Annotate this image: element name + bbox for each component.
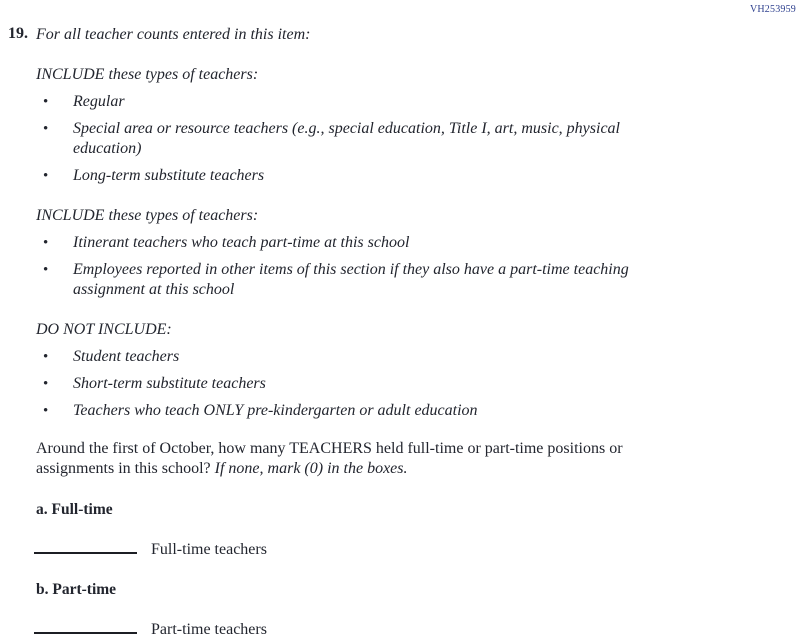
list-item <box>36 401 776 421</box>
question-text <box>36 439 648 479</box>
item-intro: For all teacher counts entered in this item: <box>36 26 311 43</box>
bullet-text: Teachers who teach ONLY pre-kindergarten or adult education <box>73 402 478 419</box>
bullet-icon: • <box>43 168 49 184</box>
include-list-1 <box>36 92 776 186</box>
include-heading-2: INCLUDE these types of teachers: <box>36 207 259 224</box>
answer-a-row <box>36 539 776 559</box>
do-not-include-list <box>36 347 776 421</box>
list-item <box>36 166 776 186</box>
bullet-icon: • <box>43 94 49 110</box>
bullet-text: Itinerant teachers who teach part-time at this school <box>73 234 410 251</box>
list-item <box>36 347 776 367</box>
bullet-text: Short-term substitute teachers <box>73 375 266 392</box>
part-time-teachers-input[interactable] <box>34 619 137 634</box>
item-number: 19. <box>8 25 28 42</box>
bullet-icon: • <box>43 262 49 278</box>
full-time-teachers-label: Full-time teachers <box>151 541 267 558</box>
part-time-teachers-label: Part-time teachers <box>151 621 267 638</box>
form-code: VH253959 <box>749 4 796 15</box>
list-item <box>36 260 776 300</box>
bullet-icon: • <box>43 403 49 419</box>
bullet-text: Regular <box>73 93 125 110</box>
answer-b-label: b. Part-time <box>36 581 117 598</box>
list-item <box>36 233 776 253</box>
do-not-include-heading: DO NOT INCLUDE: <box>36 321 172 338</box>
list-item <box>36 92 776 112</box>
list-item <box>36 119 776 159</box>
include-list-2 <box>36 233 776 300</box>
bullet-icon: • <box>43 349 49 365</box>
bullet-icon: • <box>43 235 49 251</box>
question-instruction: If none, mark (0) in the boxes. <box>214 460 408 477</box>
bullet-text: Long-term substitute teachers <box>73 167 265 184</box>
include-heading-1: INCLUDE these types of teachers: <box>36 66 259 83</box>
answer-a-label: a. Full-time <box>36 501 113 518</box>
bullet-icon: • <box>43 121 49 137</box>
full-time-teachers-input[interactable] <box>34 539 137 554</box>
bullet-text: Employees reported in other items of this section if they also have a part-time teaching assignment at this school <box>73 261 629 298</box>
item-content <box>36 25 776 639</box>
list-item <box>36 374 776 394</box>
bullet-text: Special area or resource teachers (e.g., special education, Title I, art, music, physical education) <box>73 120 620 157</box>
question-main: Around the first of October, how many TEACHERS held full-time or part-time positions or assignments in this school? <box>36 440 623 477</box>
answer-b-row <box>36 619 776 639</box>
bullet-text: Student teachers <box>73 348 180 365</box>
bullet-icon: • <box>43 376 49 392</box>
